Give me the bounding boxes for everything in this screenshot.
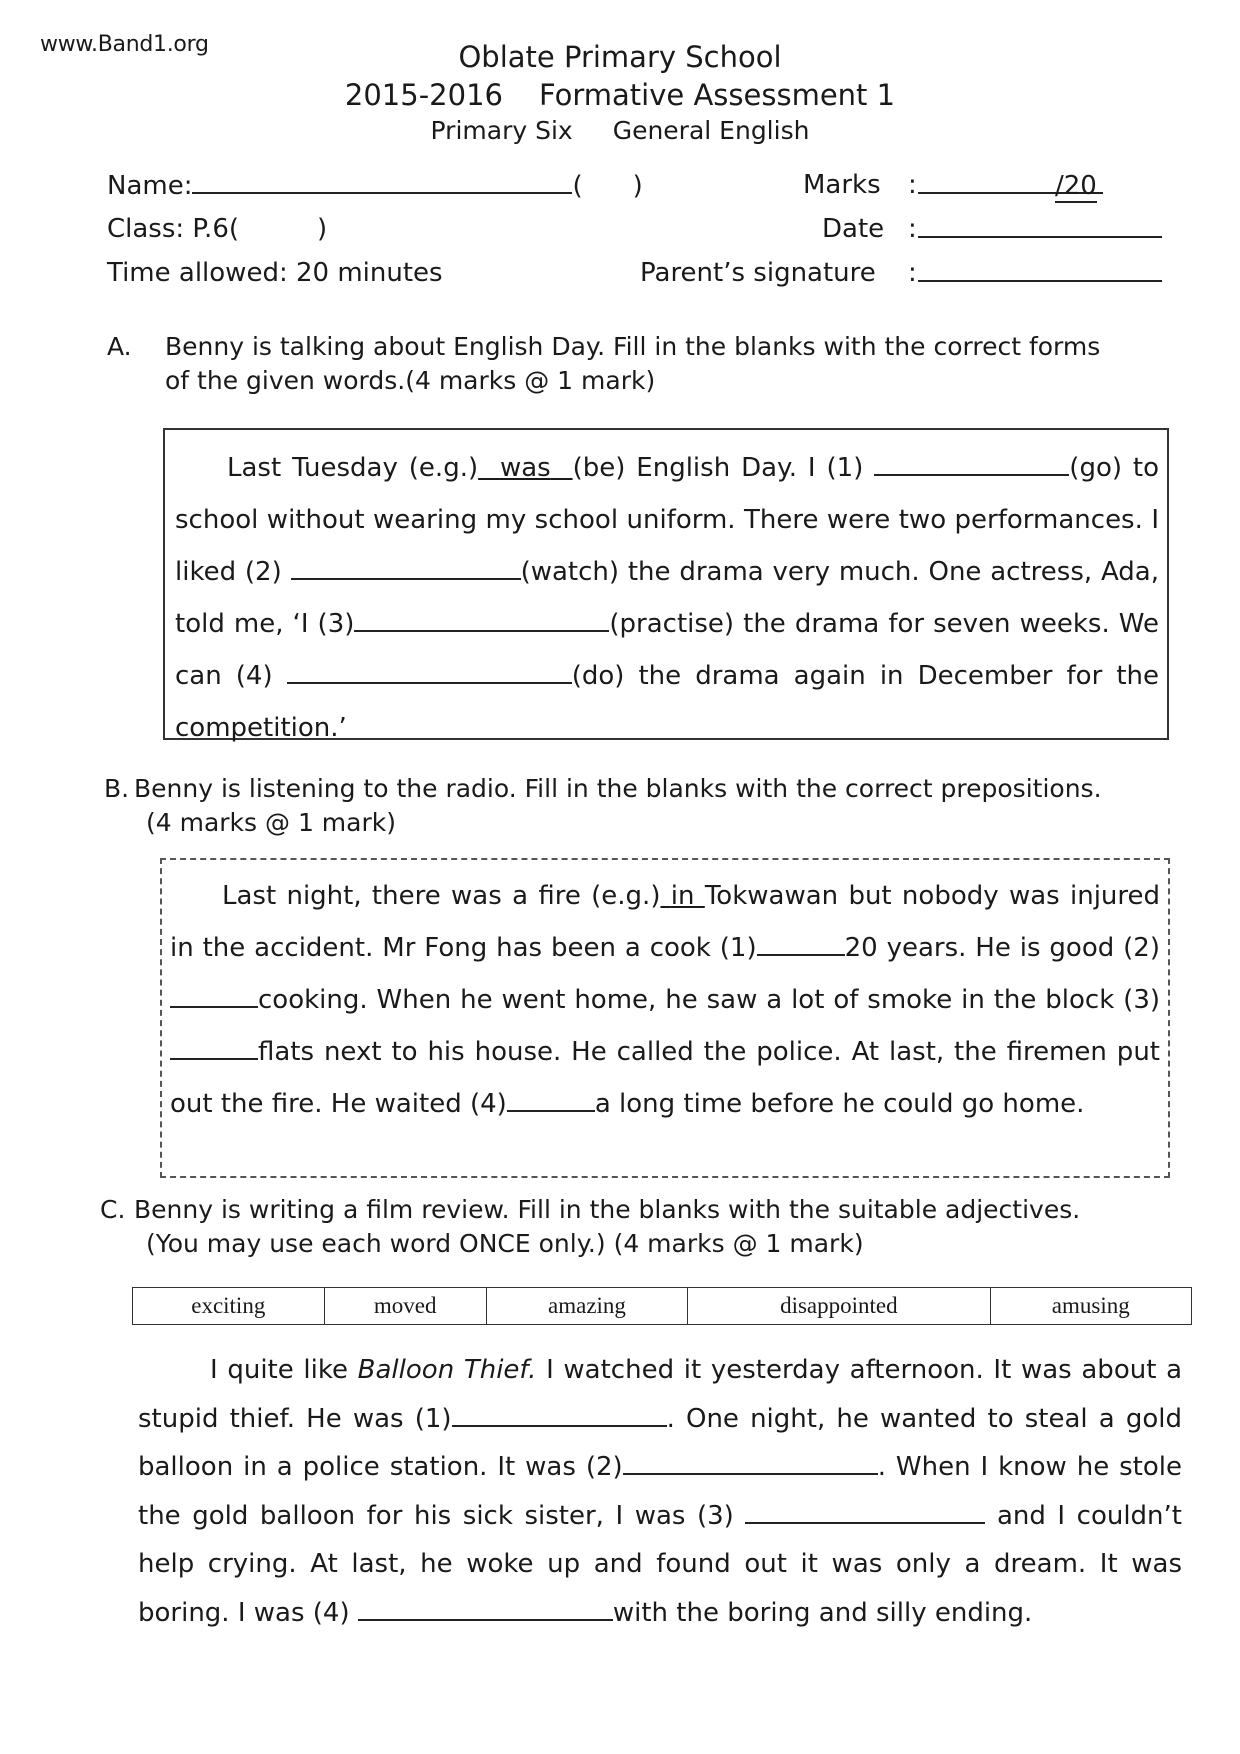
signature-label: Parent’s signature: [640, 258, 876, 288]
word-bank-item: amazing: [486, 1288, 687, 1325]
colon: :: [908, 258, 917, 288]
signature-blank[interactable]: [918, 258, 1162, 282]
school-year: 2015-2016: [344, 78, 503, 112]
example-answer: [478, 453, 572, 483]
subject: General English: [612, 116, 810, 145]
section-a-label: A.: [107, 332, 132, 361]
subject-line: [0, 116, 1240, 145]
signature-input[interactable]: [918, 258, 1162, 289]
section-c-line2: (You may use each word ONCE only.) (4 marks @ 1 mark): [146, 1229, 864, 1258]
word-bank-item: exciting: [133, 1288, 325, 1325]
text: a long time before he could go home.: [594, 1089, 1085, 1119]
section-b-line1: Benny is listening to the radio. Fill in the blanks with the correct prepositions.: [134, 774, 1102, 803]
assessment-title: [0, 78, 1240, 112]
class-number-open: (: [572, 171, 583, 201]
word-bank-item: moved: [324, 1288, 486, 1325]
text: Last night, there was a fire (e.g.): [222, 881, 661, 911]
text: (practise) the drama for seven weeks. We can (4): [175, 609, 1159, 691]
school-name: Oblate Primary School: [458, 40, 782, 74]
example-answer: [660, 881, 704, 911]
marks-total: /20: [1055, 171, 1097, 201]
marks-field: [803, 170, 881, 200]
time-allowed: Time allowed: 20 minutes: [107, 258, 443, 288]
section-b-label: B.: [104, 774, 130, 803]
blank-b2[interactable]: [170, 982, 258, 1008]
text: I quite like: [210, 1355, 348, 1385]
blank-b3[interactable]: [170, 1034, 258, 1060]
word-bank: [132, 1287, 1192, 1325]
example-word: in: [670, 881, 695, 911]
watermark: www.Band1.org: [40, 32, 209, 57]
colon: :: [908, 214, 917, 244]
assessment-name: Formative Assessment 1: [538, 78, 896, 112]
name-field: [107, 170, 643, 201]
marks-colon: [908, 170, 917, 200]
section-a-instructions: [107, 330, 1207, 398]
word-bank-item: amusing: [990, 1288, 1191, 1325]
colon: :: [908, 170, 917, 200]
blank-c1[interactable]: [452, 1401, 667, 1427]
film-title: Balloon Thief.: [357, 1355, 537, 1385]
text: flats next to his house. He called the police. At last, the firemen put out the fire. He waited (4): [170, 1037, 1160, 1119]
blank-b1[interactable]: [757, 930, 845, 956]
section-a-passage: [175, 442, 1159, 754]
section-b-line2: (4 marks @ 1 mark): [146, 808, 396, 837]
level: Primary Six: [430, 116, 573, 145]
blank-c4[interactable]: [358, 1595, 613, 1621]
marks-label: Marks: [803, 170, 881, 200]
class-field: [107, 214, 327, 244]
section-b-passage-box: [160, 858, 1170, 1178]
text: Tokwawan but nobody was injured in the accident. Mr Fong has been a cook (1): [170, 881, 1161, 963]
date-colon: [908, 214, 917, 244]
blank-a4[interactable]: [287, 658, 572, 684]
text: . When I know he stole the gold balloon for his sick sister, I was (3): [138, 1452, 1182, 1531]
section-c-line1: Benny is writing a film review. Fill in the blanks with the suitable adjectives.: [134, 1195, 1081, 1224]
text: (be) English Day. I (1): [572, 453, 864, 483]
class-number-close: ): [632, 171, 643, 201]
word-bank-item: disappointed: [688, 1288, 990, 1325]
date-label: Date: [822, 214, 885, 244]
section-c-passage: [138, 1346, 1182, 1637]
text: 20 years. He is good (2): [844, 933, 1160, 963]
text: with the boring and silly ending.: [612, 1597, 1033, 1628]
text: (watch) the drama very much. One actress, Ada, told me, ‘I (3): [175, 557, 1160, 639]
blank-c3[interactable]: [745, 1498, 985, 1524]
example-word: was: [499, 453, 551, 483]
text: (go) to school without wearing my school uniform. There were two performances. I liked (2): [175, 453, 1160, 587]
signature-colon: [908, 258, 917, 288]
blank-a3[interactable]: [354, 606, 609, 632]
section-b-instructions: [104, 772, 1204, 840]
text: . One night, he wanted to steal a gold balloon in a police station. It was (2): [138, 1403, 1183, 1482]
blank-b4[interactable]: [507, 1086, 595, 1112]
marks-input[interactable]: [918, 170, 1097, 201]
blank-a1[interactable]: [874, 450, 1069, 476]
text: cooking. When he went home, he saw a lot of smoke in the block (3): [258, 985, 1160, 1015]
text: I watched it yesterday afternoon. It was about a stupid thief. He was (1): [138, 1355, 1182, 1434]
class-close: ): [317, 214, 328, 244]
section-a-passage-box: [163, 428, 1169, 743]
section-c-instructions: [100, 1193, 1200, 1261]
text: and I couldn’t help crying. At last, he woke up and found out it was only a dream. It was boring. I was (4): [138, 1500, 1182, 1628]
section-a-line2: of the given words.(4 marks @ 1 mark): [165, 366, 656, 395]
blank-a2[interactable]: [291, 554, 521, 580]
date-blank[interactable]: [918, 214, 1162, 238]
date-input[interactable]: [918, 214, 1162, 245]
section-a-line1: Benny is talking about English Day. Fill in the blanks with the correct forms: [165, 332, 1101, 361]
section-b-passage: [170, 870, 1160, 1130]
class-label: Class: P.6(: [107, 214, 240, 244]
name-label: Name:: [107, 171, 193, 201]
blank-c2[interactable]: [623, 1449, 878, 1475]
text: (do) the drama again in December for the competition.’: [175, 661, 1160, 743]
name-input[interactable]: [192, 170, 572, 194]
text: Last Tuesday (e.g.): [227, 453, 479, 483]
section-c-label: C.: [100, 1195, 126, 1224]
